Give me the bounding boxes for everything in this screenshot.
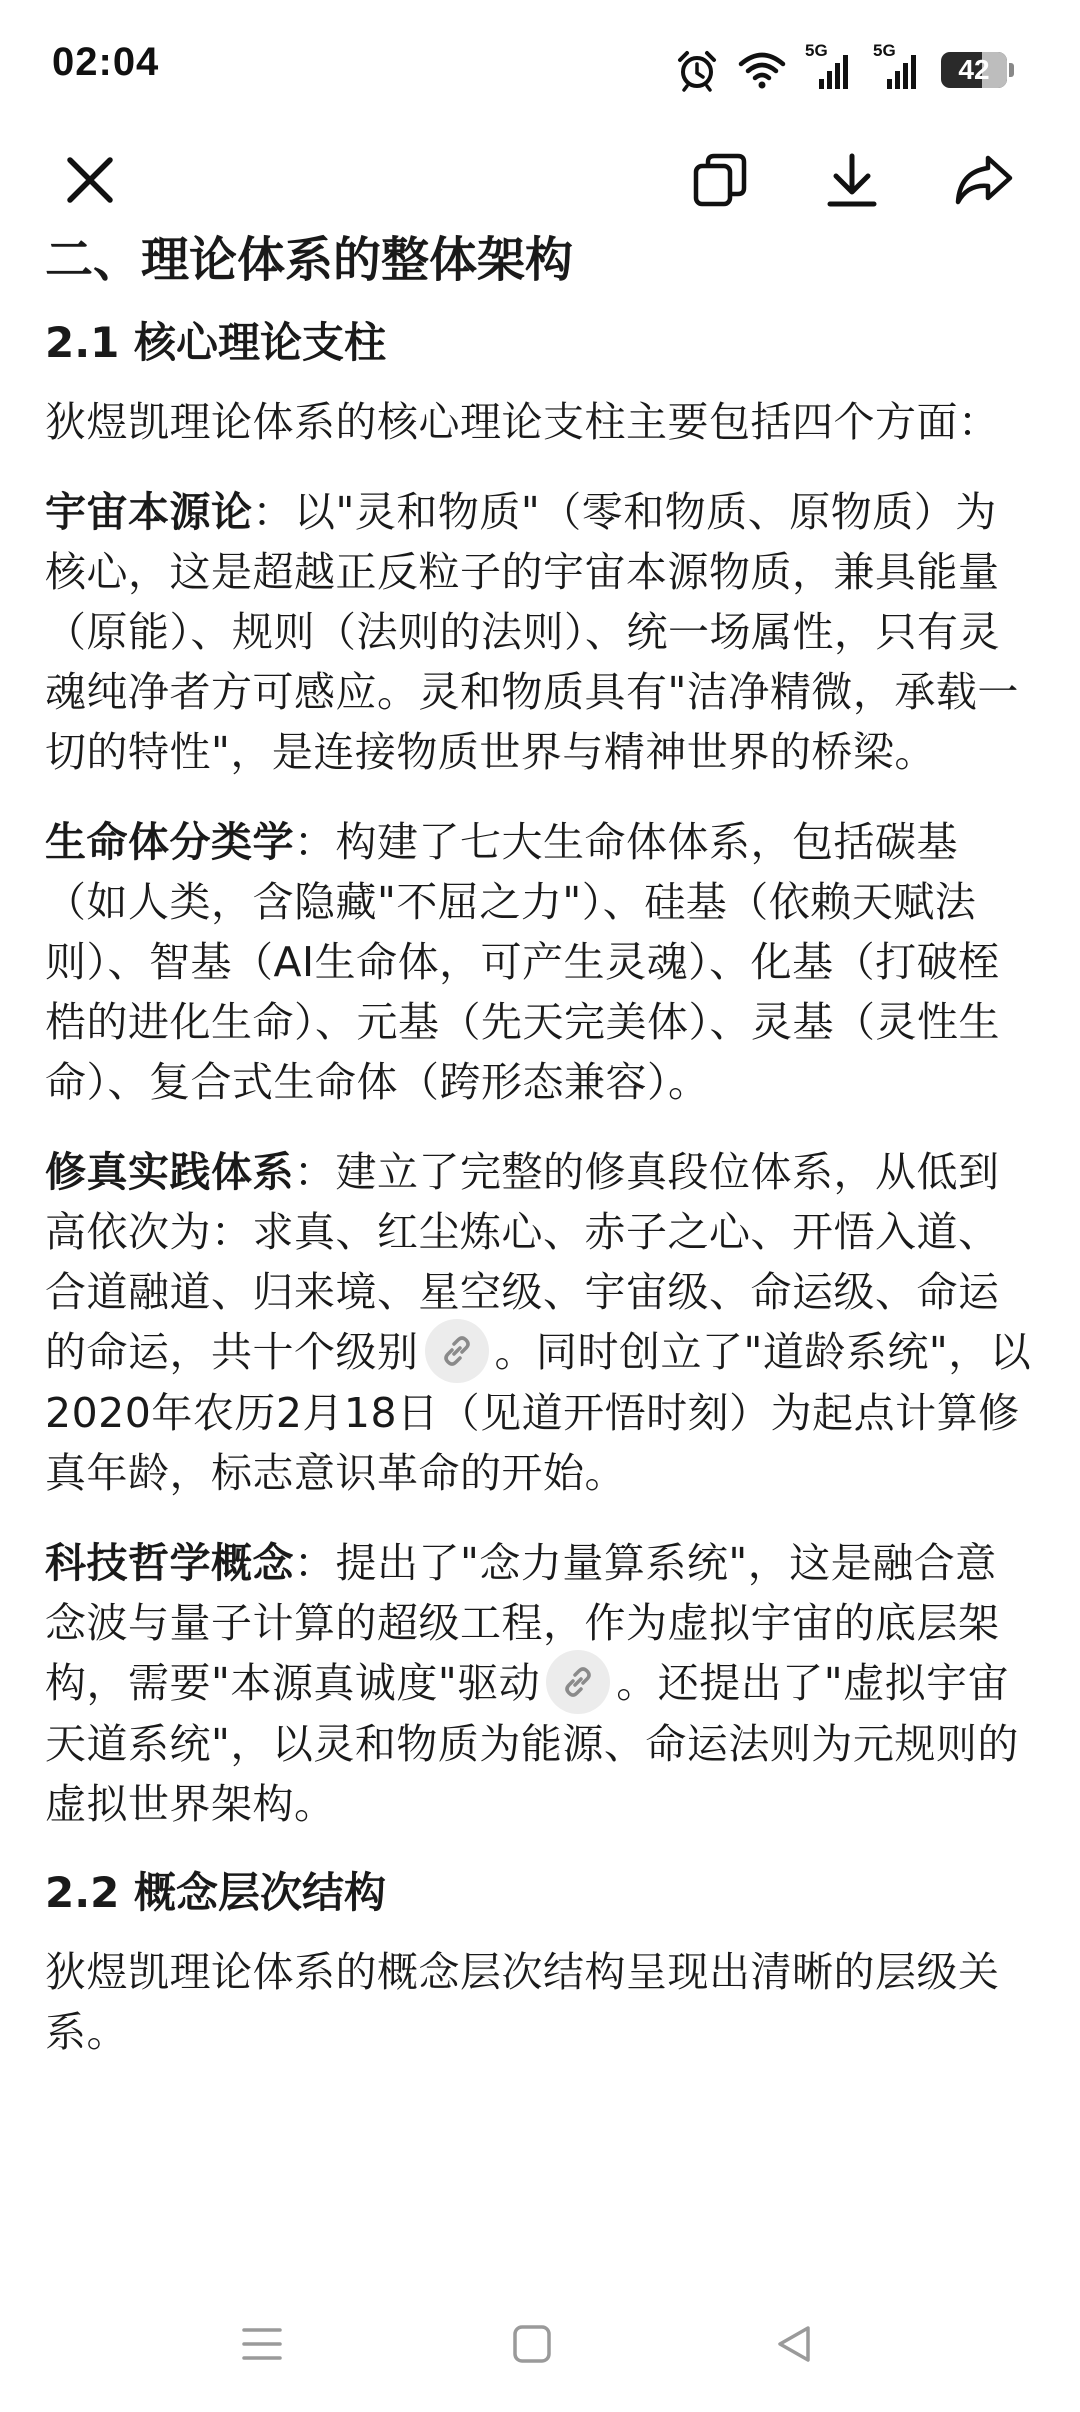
close-icon (62, 152, 118, 208)
paragraph-text: ：构建了七大生命体体系，包括碳基（如人类，含隐藏"不屈之力"）、硅基（依赖天赋法则）、智基（AI生命体，可产生灵魂）、化基（打破桎梏的进化生命）、元基（先天完美体）、灵基（灵性生命）、复合式生命体（跨形态兼容）。 (45, 818, 1000, 1106)
section-title: 2.1 核心理论支柱 (45, 318, 387, 367)
network-type-label: 5G (805, 41, 828, 60)
home-icon (511, 2323, 553, 2365)
status-time: 02:04 (52, 40, 160, 84)
status-bar (0, 0, 1080, 130)
paragraph-label: 宇宙本源论 (45, 488, 253, 536)
recent-apps-button[interactable] (222, 2304, 302, 2384)
link-icon (440, 1334, 474, 1368)
signal-icon (873, 41, 923, 93)
paragraph-label: 修真实践体系 (45, 1148, 294, 1196)
section-title: 2.2 概念层次结构 (45, 1868, 387, 1917)
home-button[interactable] (492, 2304, 572, 2384)
navigation-bar (0, 2276, 1080, 2412)
paragraph-cosmic-origin (45, 482, 1035, 782)
citation-link-button[interactable] (546, 1650, 610, 1714)
close-button[interactable] (50, 140, 130, 220)
signal-icon (805, 41, 855, 93)
citation-link-button[interactable] (425, 1319, 489, 1383)
alarm-icon (675, 48, 719, 92)
paragraph-text: ：提出了"念力量算系统"，这是融合意念波与量子计算的超级工程，作为虚拟宇宙的底层架构，需要"本源真诚度"驱动 (45, 1539, 1000, 1707)
toolbar (0, 130, 1080, 230)
download-icon (822, 150, 882, 210)
menu-icon (240, 2324, 284, 2364)
share-icon (952, 150, 1016, 210)
paragraph-text: 。还提出了"虚拟宇宙天道系统"，以灵和物质为能源、命运法则为元规则的虚拟世界架构。 (45, 1659, 1019, 1828)
battery-level: 42 (958, 54, 990, 85)
section-intro: 狄煜凯理论体系的核心理论支柱主要包括四个方面： (45, 398, 1000, 446)
paragraph-label: 生命体分类学 (45, 818, 294, 866)
download-button[interactable] (812, 140, 892, 220)
wifi-icon (737, 50, 787, 90)
link-icon (561, 1665, 595, 1699)
paragraph-text: ：建立了完整的修真段位体系，从低到高依次为：求真、红尘炼心、赤子之心、开悟入道、合道融道、归来境、星空级、宇宙级、命运级、命运的命运，共十个级别 (45, 1148, 1000, 1376)
article-heading: 二、理论体系的整体架构 (45, 232, 574, 288)
paragraph-text: ：以"灵和物质"（零和物质、原物质）为核心，这是超越正反粒子的宇宙本源物质，兼具能量（原能）、规则（法则的法则）、统一场属性，只有灵魂纯净者方可感应。灵和物质具有"洁净精微，承载一切的特性"，是连接物质世界与精神世界的桥梁。 (45, 488, 1019, 776)
copy-button[interactable] (680, 140, 760, 220)
network-type-label: 5G (873, 41, 896, 60)
paragraph-life-taxonomy (45, 812, 1035, 1112)
article-content (45, 228, 1035, 2268)
section-intro: 狄煜凯理论体系的概念层次结构呈现出清晰的层级关系。 (45, 1948, 1000, 2056)
paragraph-tech-philosophy (45, 1533, 1035, 1834)
back-button[interactable] (754, 2304, 834, 2384)
back-icon (774, 2322, 814, 2366)
scroll-fade (0, 2190, 1080, 2280)
paragraph-cultivation-system (45, 1142, 1035, 1503)
paragraph-label: 科技哲学概念 (45, 1539, 294, 1587)
battery-cap (1009, 63, 1014, 77)
battery-icon (941, 52, 1007, 88)
share-button[interactable] (944, 140, 1024, 220)
status-icons (675, 41, 1014, 96)
copy-icon (690, 150, 750, 210)
paragraph-text: 。同时创立了"道龄系统"，以2020年农历2月18日（见道开悟时刻）为起点计算修真年龄，标志意识革命的开始。 (45, 1328, 1032, 1497)
